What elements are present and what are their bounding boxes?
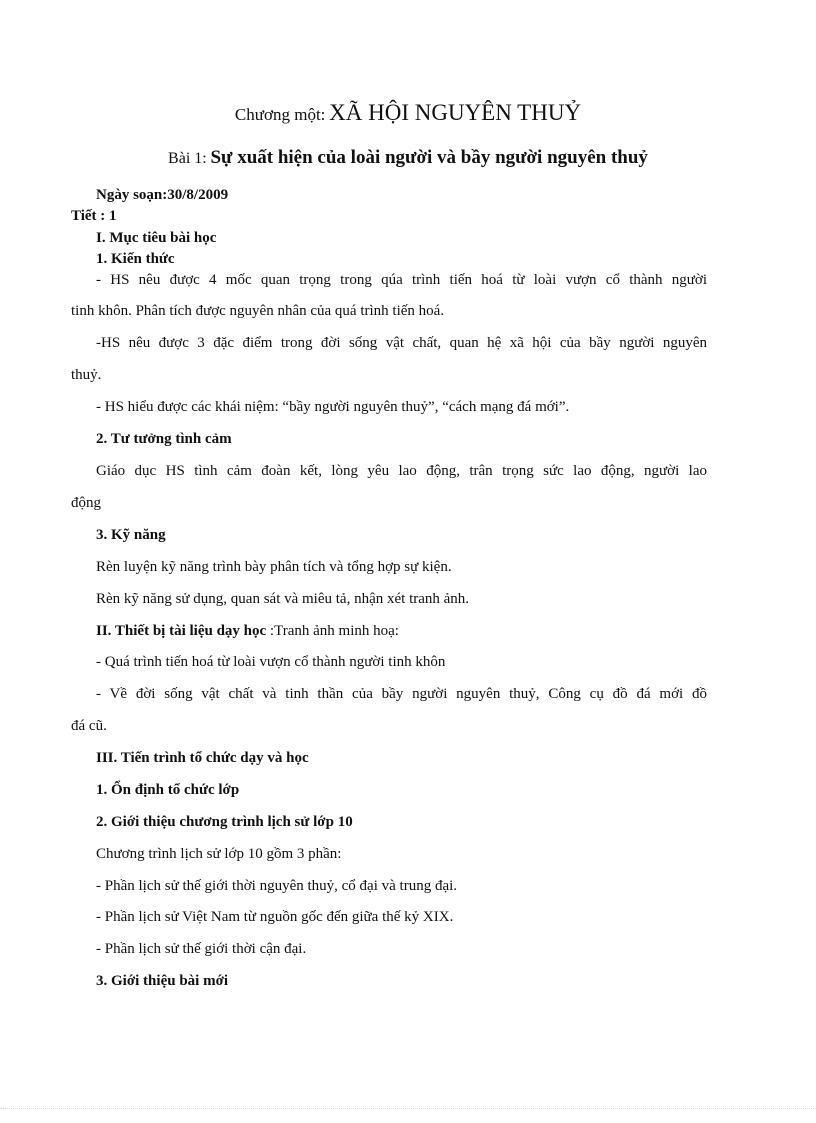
section-2-heading: II. Thiết bị tài liệu dạy học bbox=[96, 623, 267, 639]
section-3-heading: III. Tiến trình tổ chức dạy và học bbox=[96, 750, 309, 766]
knowledge-p1-line1: - HS nêu được 4 mốc quan trọng trong qúa trình tiến hoá từ loài vượn cổ thành người bbox=[96, 272, 707, 288]
attitude-heading: 2. Tư tưởng tình cảm bbox=[96, 431, 232, 447]
equipment-item-1: - Quá trình tiến hoá từ loài vượn cổ thành người tinh khôn bbox=[96, 654, 446, 670]
chapter-prefix: Chương một: bbox=[234, 105, 326, 124]
chapter-title bbox=[0, 100, 816, 126]
step-1-heading: 1. Ổn định tổ chức lớp bbox=[96, 782, 240, 798]
section-2-heading-tail: :Tranh ảnh minh hoạ: bbox=[266, 623, 399, 639]
knowledge-p2-line2: thuỷ. bbox=[71, 367, 102, 383]
knowledge-heading: 1. Kiến thức bbox=[96, 251, 175, 267]
section-1-heading: I. Mục tiêu bài học bbox=[96, 230, 217, 246]
step-3-heading: 3. Giới thiệu bài mới bbox=[96, 973, 229, 989]
knowledge-p1-line2: tinh khôn. Phân tích được nguyên nhân của quá trình tiến hoá. bbox=[71, 303, 445, 319]
program-part-2: - Phần lịch sử Việt Nam từ nguồn gốc đến giữa thế kỷ XIX. bbox=[96, 909, 454, 925]
lesson-name: Sự xuất hiện của loài người và bầy người nguyên thuỷ bbox=[210, 147, 648, 168]
attitude-line2: động bbox=[71, 495, 101, 511]
equipment-item-2-line1: - Về đời sống vật chất và tinh thần của bầy người nguyên thuỷ, Công cụ đồ đá mới đồ bbox=[96, 686, 707, 702]
knowledge-p3: - HS hiểu được các khái niệm: “bầy người nguyên thuỷ”, “cách mạng đá mới”. bbox=[96, 399, 570, 415]
attitude-line1: Giáo dục HS tình cảm đoàn kết, lòng yêu lao động, trân trọng sức lao động, người lao bbox=[96, 463, 707, 479]
program-part-1: - Phần lịch sử thế giới thời nguyên thuỷ, cổ đại và trung đại. bbox=[96, 878, 458, 894]
skills-line2: Rèn kỹ năng sử dụng, quan sát và miêu tả, nhận xét tranh ảnh. bbox=[96, 591, 470, 607]
lesson-title bbox=[0, 147, 816, 169]
program-intro: Chương trình lịch sử lớp 10 gồm 3 phần: bbox=[96, 846, 342, 862]
page-bottom-divider bbox=[0, 1108, 816, 1109]
equipment-item-2-line2: đá cũ. bbox=[71, 718, 107, 734]
chapter-name: XÃ HỘI NGUYÊN THUỶ bbox=[329, 100, 582, 125]
knowledge-p2-line1: -HS nêu được 3 đặc điểm trong đời sống vật chất, quan hệ xã hội của bầy người nguyên bbox=[96, 335, 707, 351]
date-line: Ngày soạn:30/8/2009 bbox=[96, 187, 229, 203]
skills-line1: Rèn luyện kỹ năng trình bày phân tích và tổng hợp sự kiện. bbox=[96, 559, 452, 575]
program-part-3: - Phần lịch sử thế giới thời cận đại. bbox=[96, 941, 307, 957]
period-line: Tiết : 1 bbox=[71, 208, 117, 224]
skills-heading: 3. Kỹ năng bbox=[96, 527, 166, 543]
step-2-heading: 2. Giới thiệu chương trình lịch sử lớp 10 bbox=[96, 814, 353, 830]
lesson-prefix: Bài 1: bbox=[168, 150, 207, 167]
section-2-line bbox=[96, 623, 399, 640]
